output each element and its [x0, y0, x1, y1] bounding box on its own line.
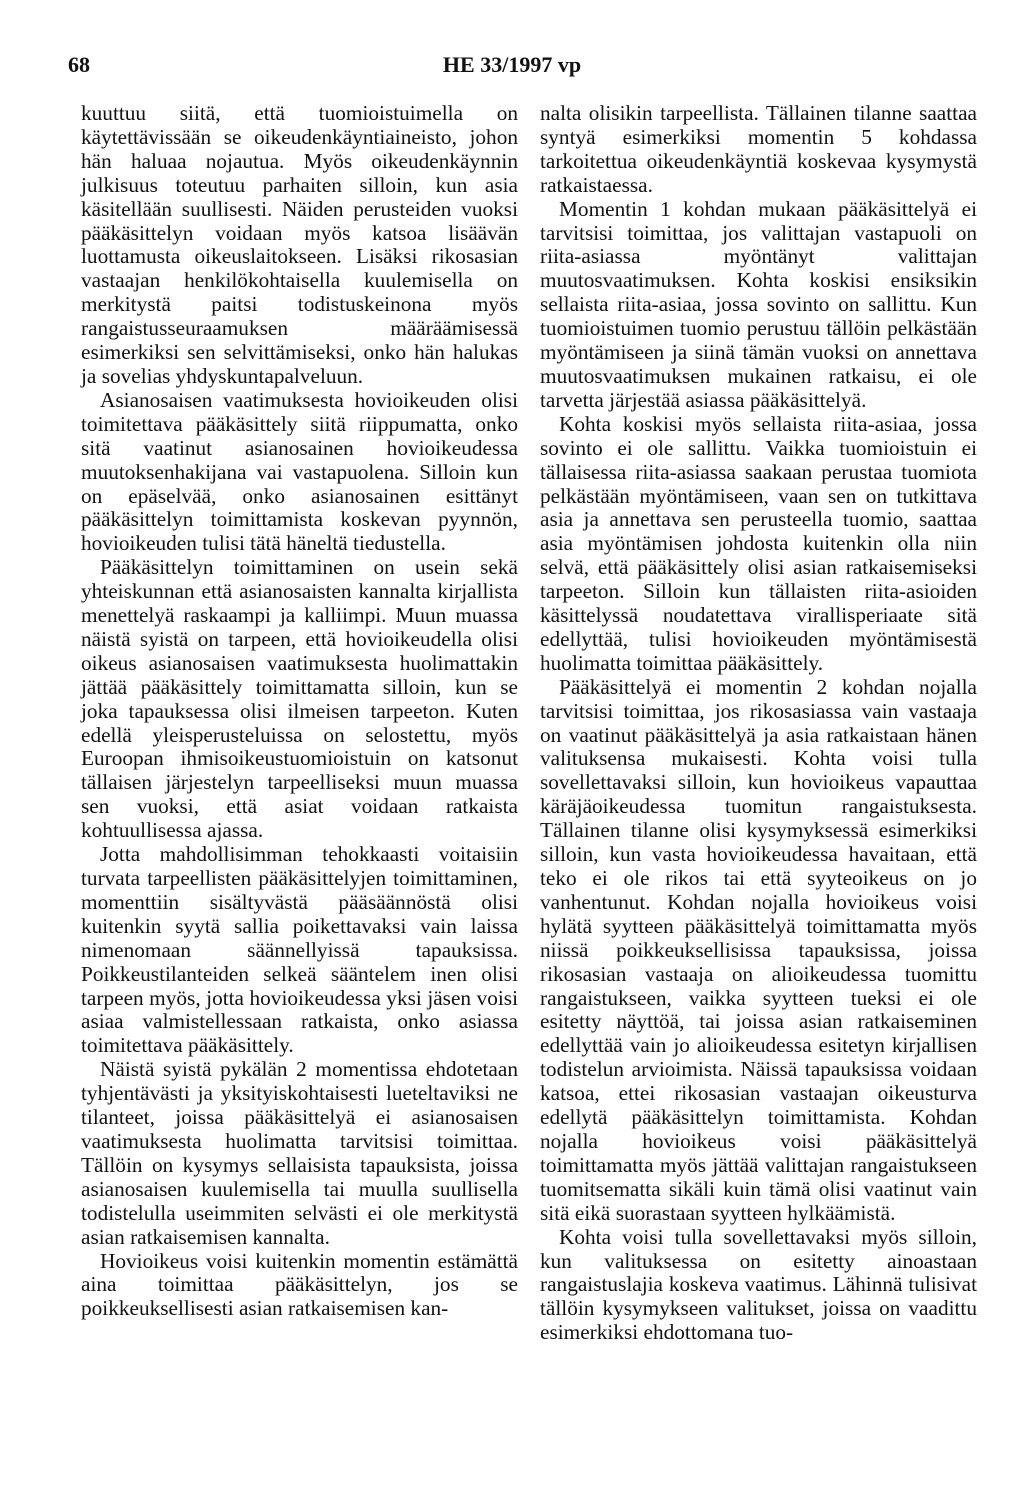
paragraph: kuuttuu siitä, että tuomioistuimella on käytettävissään se oikeudenkäyntiaineisto, johon hän haluaa nojautua. Myös oikeudenkäynnin julkisuus toteutuu parhaiten silloin, kun asia käsitellään suullisesti. Näiden perusteiden vuoksi pääkäsittelyn voidaan myös katsoa lisäävän luottamusta oikeuslaitokseen. Lisäksi rikosasian vastaajan henkilökohtaisella kuulemisella on merkitystä paitsi todistuskeinona myös rangaistusseuraamuksen määräämisessä esimerkiksi sen selvittämiseksi, onko hän halukas ja sovelias yhdyskuntapalveluun.: [81, 101, 518, 388]
document-reference: HE 33/1997 vp: [442, 52, 582, 77]
left-column: [81, 102, 518, 1321]
paragraph: nalta olisikin tarpeellista. Tällainen tilanne saattaa syntyä esimerkiksi momentin 5 kohdassa tarkoitettua oikeudenkäyntiä koskevaa kysymystä ratkaistaessa.: [540, 101, 977, 197]
paragraph: Hovioikeus voisi kuitenkin momentin estämättä aina toimittaa pääkäsittelyn, jos se poikkeuksellisesti asian ratkaisemisen kan-: [81, 1248, 518, 1321]
page-number: 68: [68, 52, 90, 77]
paragraph: Momentin 1 kohdan mukaan pääkäsittelyä ei tarvitsisi toimittaa, jos valittajan vastapuoli on riita-asiassa myöntänyt valittajan muutosvaatimuksen. Kohta koskisi ensiksikin sellaista riita-asiaa, jossa sovinto on sallittu. Kun tuomioistuimen tuomio perustuu tällöin pelkästään myöntämiseen ja siinä tämän vuoksi on annettava muutosvaatimuksen mukainen ratkaisu, ei ole tarvetta järjestää asiassa pääkäsittelyä.: [540, 196, 977, 412]
paragraph: Asianosaisen vaatimuksesta hovioikeuden olisi toimitettava pääkäsittely siitä riippumatta, onko sitä vaatinut asianosainen hovioikeudessa muutoksenhakijana vai vastapuolena. Silloin kun on epäselvää, onko asianosainen esittänyt pääkäsittelyn toimittamista koskevan pyynnön, hovioikeuden tulisi tätä häneltä tiedustella.: [81, 387, 518, 556]
paragraph: Pääkäsittelyn toimittaminen on usein sekä yhteiskunnan että asianosaisten kannalta kirjallista menettelyä raskaampi ja kalliimpi. Muun muassa näistä syistä on tarpeen, että hovioikeudella olisi oikeus asianosaisen vaatimuksesta huolimattakin jättää pääkäsittely toimittamatta silloin, kun se joka tapauksessa olisi ilmeisen tarpeeton. Kuten edellä yleisperusteluissa on selostettu, myös Euroopan ihmisoikeustuomioistuin on katsonut tällaisen järjestelyn tarpeelliseksi muun muassa sen vuoksi, että asiat voidaan ratkaista kohtuullisessa ajassa.: [81, 555, 518, 843]
paragraph: Pääkäsittelyä ei momentin 2 kohdan nojalla tarvitsisi toimittaa, jos rikosasiassa vain vastaaja on vaatinut pääkäsittelyä ja asia ratkaistaan hänen valituksensa mukaisesti. Kohta voisi tulla sovellettavaksi silloin, kun hovioikeus vapauttaa käräjäoikeudessa tuomitun rangaistuksesta. Tällainen tilanne olisi kysymyksessä esimerkiksi silloin, kun vasta hovioikeudessa havaitaan, että teko ei ole rikos tai että syyteoikeus on jo vanhentunut. Kohdan nojalla hovioikeus voisi hylätä syytteen pääkäsittelyä toimittamatta myös niissä poikkeuksellisissa tapauksissa, joissa rikosasian vastaaja on alioikeudessa tuomittu rangaistukseen, vaikka syytteen tueksi ei ole esitetty näyttöä, tai joissa asian ratkaiseminen edellyttää vain jo alioikeudessa esitetyn kirjallisen todistelun arvioimista. Näissä tapauksissa voidaan katsoa, ettei rikosasian vastaajan oikeusturva edellytä pääkäsittelyn toimittamista. Kohdan nojalla hovioikeus voisi pääkäsittelyä toimittamatta myös jättää valittajan rangaistukseen tuomitsematta sikäli kuin tämä olisi vaatinut vain sitä eikä suorastaan syytteen hylkäämistä.: [540, 674, 977, 1225]
paragraph: Kohta koskisi myös sellaista riita-asiaa, jossa sovinto ei ole sallittu. Vaikka tuomioistuin ei tällaisessa riita-asiassa saakaan perustaa tuomiota pelkästään myöntämiseen, vaan sen on tutkittava asia ja annettava sen perusteella tuomio, saattaa asia myöntämisen johdosta kuitenkin olla niin selvä, että pääkäsittely olisi asian ratkaisemiseksi tarpeeton. Silloin kun tällaisten riita-asioiden käsittelyssä noudatettava virallisperiaate sitä edellyttää, tulisi hovioikeuden myöntämisestä huolimatta toimittaa pääkäsittely.: [540, 411, 977, 675]
paragraph: Jotta mahdollisimman tehokkaasti voitaisiin turvata tarpeellisten pääkäsittelyjen toimittaminen, momenttiin sisältyvästä pääsäännöstä olisi kuitenkin syytä sallia poikettavaksi vain laissa nimenomaan säännellyissä tapauksissa. Poikkeustilanteiden selkeä sääntelem inen olisi tarpeen myös, jotta hovioikeudessa yksi jäsen voisi asiaa valmistellessaan ratkaista, onko asiassa toimitettava pääkäsittely.: [81, 842, 518, 1058]
paragraph: Näistä syistä pykälän 2 momentissa ehdotetaan tyhjentävästi ja yksityiskohtaisesti lueteltaviksi ne tilanteet, joissa pääkäsittelyä ei asianosaisen vaatimuksesta huolimatta tarvitsisi toimittaa. Tällöin on kysymys sellaisista tapauksista, joissa asianosaisen kuulemisella tai muulla suullisella todistelulla useimmiten selvästi ei ole merkitystä asian ratkaisemisen kannalta.: [81, 1057, 518, 1249]
page-header: [0, 52, 1024, 86]
right-column: [540, 102, 977, 1345]
paragraph: Kohta voisi tulla sovellettavaksi myös silloin, kun valituksessa on esitetty ainoastaan rangaistuslajia koskeva vaatimus. Lähinnä tulisivat tällöin kysymykseen valitukset, joissa on vaadittu esimerkiksi ehdottomana tuo-: [540, 1224, 977, 1345]
